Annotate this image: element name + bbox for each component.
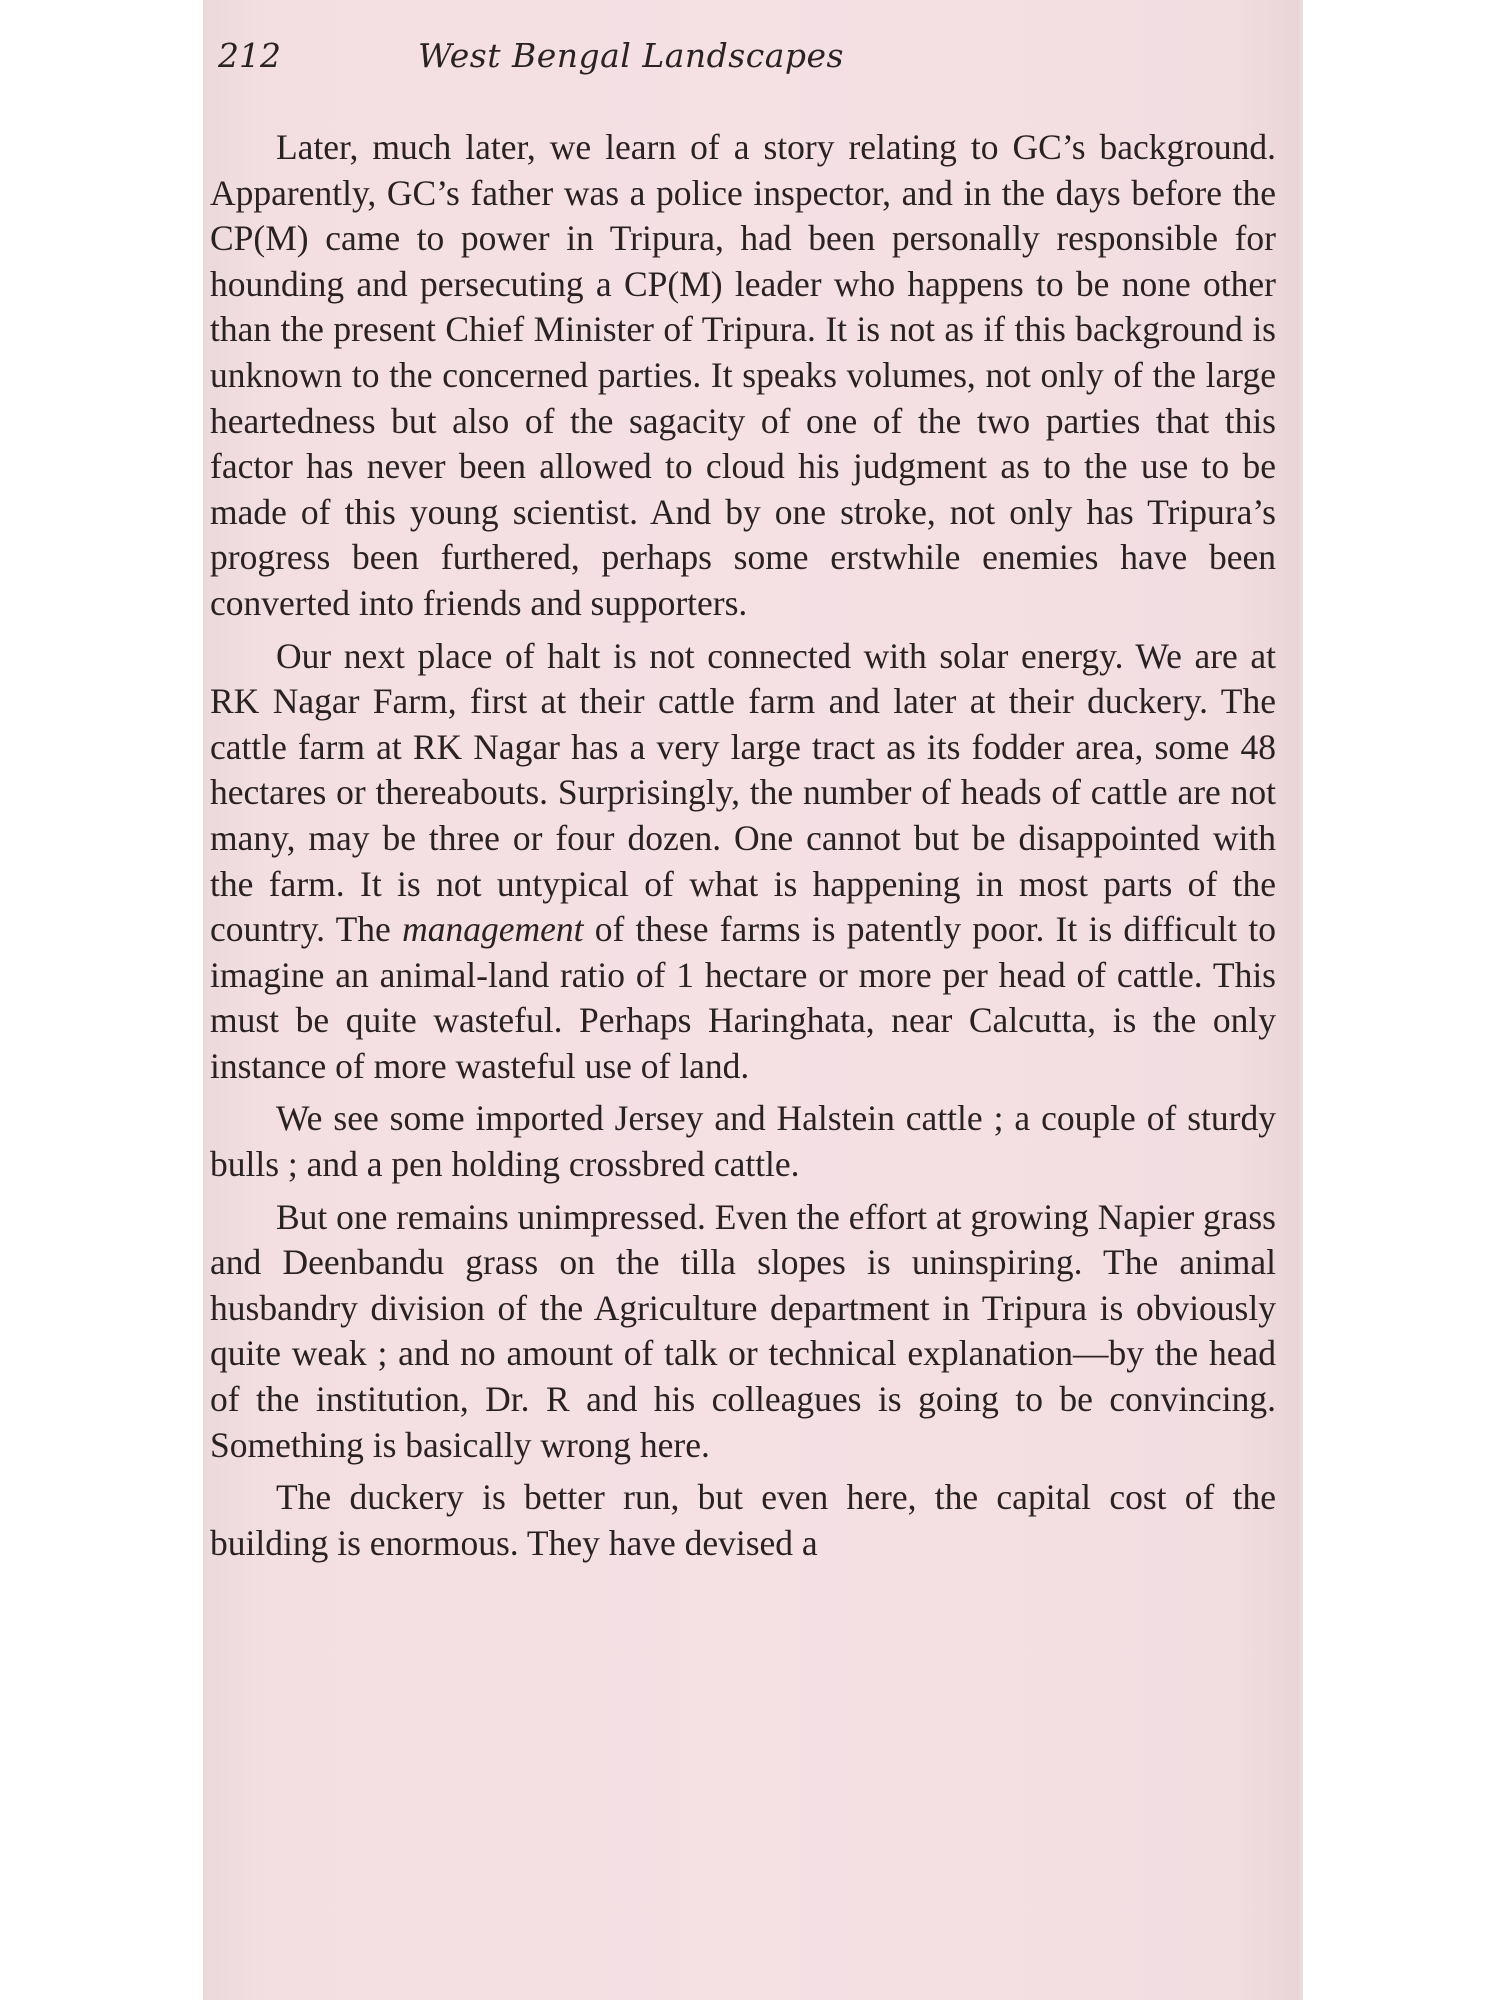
paragraph-text: Our next place of halt is not connected with solar energy. We are at RK Nagar Farm, first at their cattle farm and later at their duckery. The cattle farm at RK Nagar has a very large tract as its fodder area, some 48 hectares or thereabouts. Surprisingly, the number of heads of cattle are not many, may be three or four dozen. One cannot but be disappointed with the farm. It is not untypical of what is happening in most parts of the country. The (210, 635, 1276, 950)
body-text (210, 125, 1276, 1570)
running-header (218, 36, 1278, 84)
paragraph-rk-nagar-farm (210, 634, 1276, 1090)
paragraph-text: of these farms is patently poor. It is difficult to imagine an animal-land ratio of 1 hectare or more per head of cattle. This must be quite wasteful. Perhaps Haringhata, near Calcutta, is the only instance of more wasteful use of land. (210, 909, 1276, 1086)
paragraph-unimpressed: But one remains unimpressed. Even the effort at growing Napier grass and Deenbandu grass on the tilla slopes is uninspiring. The animal husbandry division of the Agriculture department in Tripura is obviously quite weak ; and no amount of talk or technical explanation—by the head of the institution, Dr. R and his colleagues is going to be convincing. Something is basically wrong here. (210, 1196, 1276, 1465)
page-number: 212 (218, 36, 281, 75)
book-title: West Bengal Landscapes (418, 36, 844, 75)
paragraph-gc-background: Later, much later, we learn of a story relating to GC’s background. Apparently, GC’s father was a police inspector, and in the days before the CP(M) came to power in Tripura, had been personally responsible for hounding and persecuting a CP(M) leader who happens to be none other than the present Chief Minister of Tripura. It is not as if this background is unknown to the concerned parties. It speaks volumes, not only of the large heartedness but also of the sagacity of one of the two parties that this factor has never been allowed to cloud his judgment as to the use to be made of this young scientist. And by one stroke, not only has Tripura’s progress been furthered, perhaps some erstwhile enemies have been converted into friends and supporters. (210, 127, 1276, 623)
page-edge-shadow (1299, 0, 1303, 2000)
paragraph-imported-cattle: We see some imported Jersey and Halstein cattle ; a couple of sturdy bulls ; and a pen holding crossbred cattle. (210, 1098, 1276, 1185)
paragraph-duckery: The duckery is better run, but even here, the capital cost of the building is enormous. They have devised a (210, 1477, 1276, 1563)
emphasized-word: management (402, 909, 584, 950)
